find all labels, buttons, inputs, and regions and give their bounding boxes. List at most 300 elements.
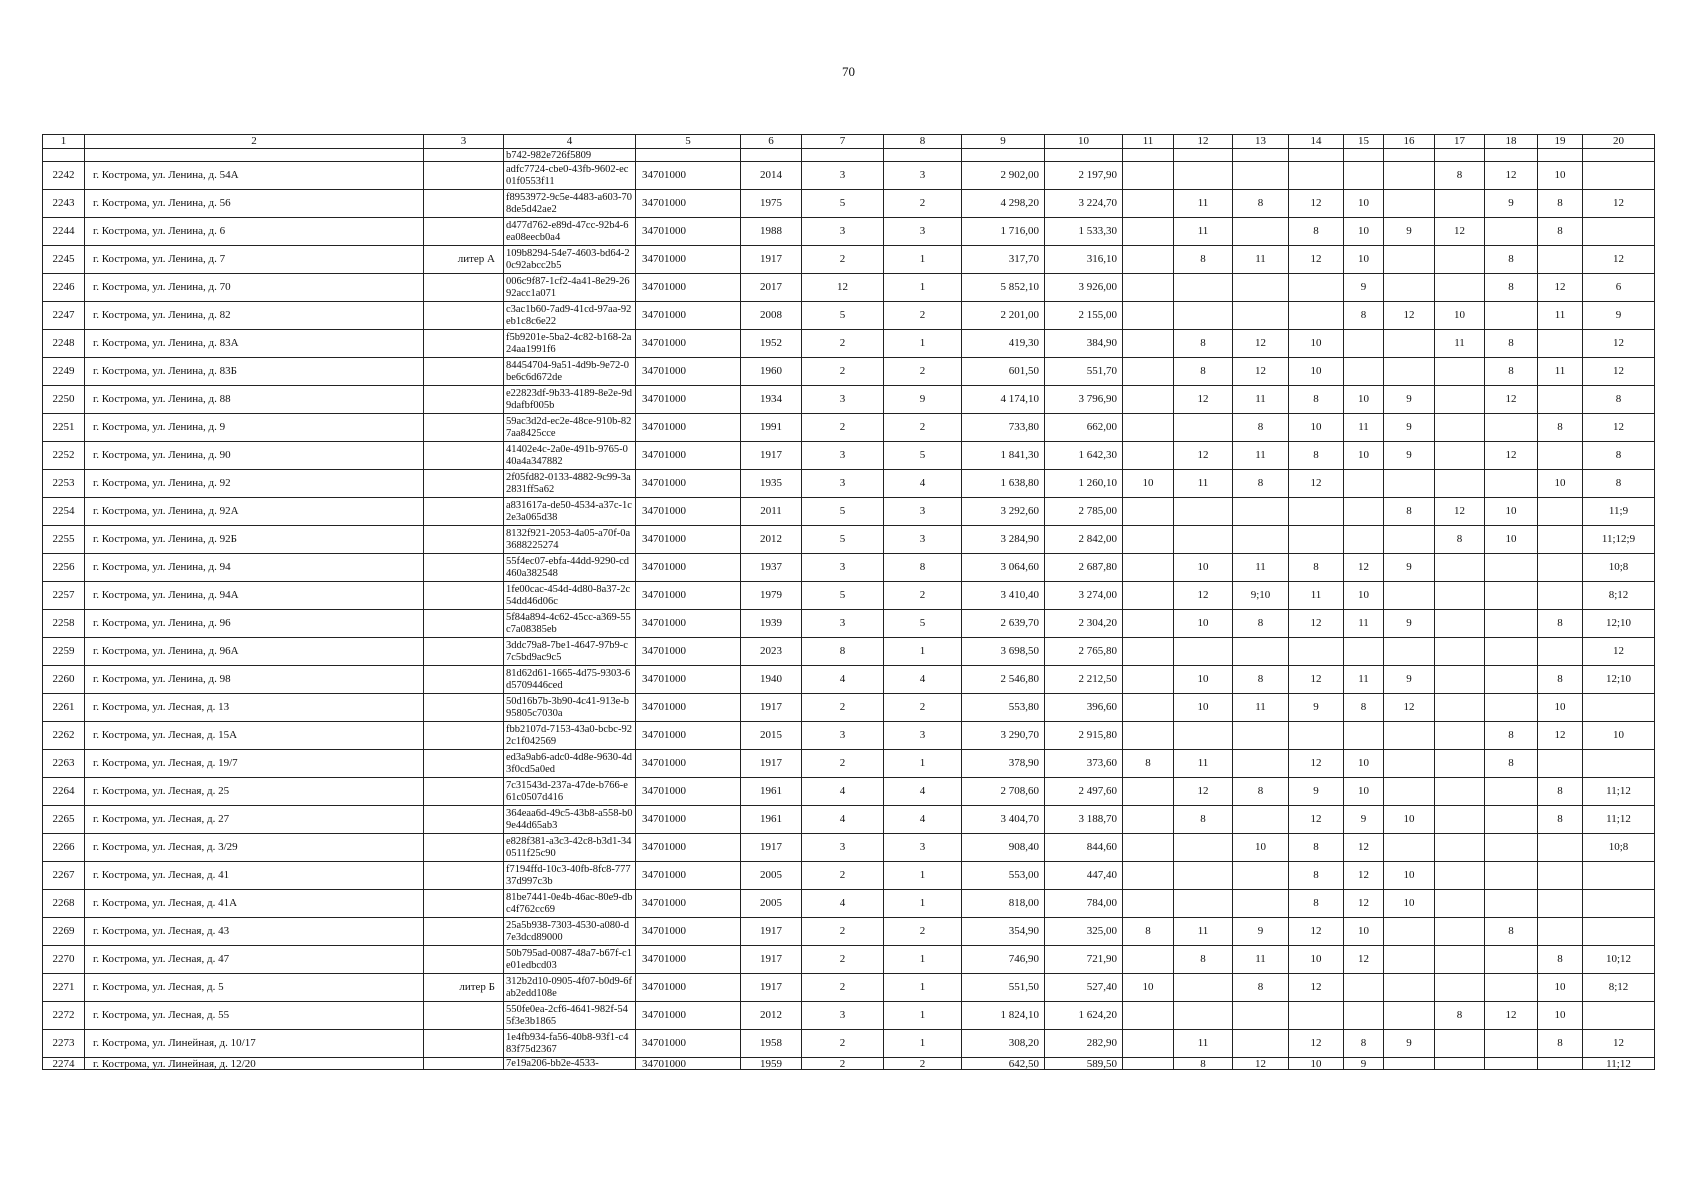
table-cell-col6: 1988 (741, 218, 802, 246)
table-cell-col18: 8 (1485, 246, 1538, 274)
table-row (43, 610, 1655, 638)
table-cell-col11 (1123, 149, 1174, 162)
table-cell-col10: 2 915,80 (1045, 722, 1123, 750)
table-cell-col4: fbb2107d-7153-43a0-bcbc-922c1f042569 (504, 722, 636, 750)
table-cell-col14 (1289, 498, 1344, 526)
table-cell-col3 (424, 330, 504, 358)
table-cell-col6: 1937 (741, 554, 802, 582)
table-cell-col3 (424, 1002, 504, 1030)
table-cell-col4: 364eaa6d-49c5-43b8-a558-b09e44d65ab3 (504, 806, 636, 834)
table-cell-col5: 34701000 (636, 862, 741, 890)
table-row (43, 470, 1655, 498)
table-cell-col13 (1233, 302, 1289, 330)
table-cell-col5: 34701000 (636, 610, 741, 638)
table-cell-col15: 10 (1344, 246, 1384, 274)
table-cell-col2: г. Кострома, ул. Ленина, д. 96А (85, 638, 424, 666)
column-number-cell: 4 (504, 135, 636, 149)
table-cell-col13: 8 (1233, 414, 1289, 442)
table-cell-col20: 12 (1583, 330, 1655, 358)
table-cell-col4: e22823df-9b33-4189-8e2e-9d9dafbf005b (504, 386, 636, 414)
table-cell-col18: 12 (1485, 1002, 1538, 1030)
table-cell-col4: 50b795ad-0087-48a7-b67f-c1e01edbcd03 (504, 946, 636, 974)
table-cell-col16 (1384, 582, 1435, 610)
table-cell-col9: 818,00 (962, 890, 1045, 918)
table-cell-col11 (1123, 1058, 1174, 1070)
table-cell-col8: 1 (884, 274, 962, 302)
table-cell-col20: 11;9 (1583, 498, 1655, 526)
table-cell-col13: 8 (1233, 974, 1289, 1002)
table-cell-col15 (1344, 470, 1384, 498)
table-cell-col15 (1344, 638, 1384, 666)
table-cell-col16: 9 (1384, 666, 1435, 694)
table-cell-col17 (1435, 610, 1485, 638)
table-cell-col3 (424, 302, 504, 330)
table-cell-col19: 8 (1538, 1030, 1583, 1058)
table-cell-col12 (1174, 862, 1233, 890)
table-cell-col15: 10 (1344, 190, 1384, 218)
table-cell-col5: 34701000 (636, 1030, 741, 1058)
table-cell-col8: 1 (884, 750, 962, 778)
table-cell-col7: 2 (802, 918, 884, 946)
table-cell-col18 (1485, 414, 1538, 442)
table-cell-col17 (1435, 1030, 1485, 1058)
table-cell-col2: г. Кострома, ул. Ленина, д. 96 (85, 610, 424, 638)
table-cell-col12 (1174, 274, 1233, 302)
table-cell-col6: 1935 (741, 470, 802, 498)
table-cell-col3 (424, 834, 504, 862)
table-cell-col10: 2 765,80 (1045, 638, 1123, 666)
table-cell-col6: 1991 (741, 414, 802, 442)
table-cell-col15: 10 (1344, 386, 1384, 414)
table-cell-col5: 34701000 (636, 554, 741, 582)
table-cell-col19: 8 (1538, 610, 1583, 638)
table-cell-col19 (1538, 834, 1583, 862)
column-number-cell: 13 (1233, 135, 1289, 149)
table-cell-col17 (1435, 1058, 1485, 1070)
table-cell-col15: 12 (1344, 834, 1384, 862)
table-cell-col19: 12 (1538, 722, 1583, 750)
table-cell-col11 (1123, 358, 1174, 386)
table-cell-col9: 642,50 (962, 1058, 1045, 1070)
table-cell-col3 (424, 778, 504, 806)
table-cell-col13: 11 (1233, 246, 1289, 274)
column-number-cell: 18 (1485, 135, 1538, 149)
table-cell-col11 (1123, 890, 1174, 918)
table-cell-col2: г. Кострома, ул. Ленина, д. 56 (85, 190, 424, 218)
table-cell-col2: г. Кострома, ул. Лесная, д. 43 (85, 918, 424, 946)
table-cell-col6: 1975 (741, 190, 802, 218)
table-cell-col20: 10;8 (1583, 554, 1655, 582)
table-cell-col7: 3 (802, 722, 884, 750)
table-cell-col10: 3 926,00 (1045, 274, 1123, 302)
column-number-cell: 17 (1435, 135, 1485, 149)
table-cell-col8: 4 (884, 470, 962, 498)
table-cell-col18: 8 (1485, 750, 1538, 778)
table-cell-col11: 8 (1123, 918, 1174, 946)
table-cell-col3: литер А (424, 246, 504, 274)
table-cell-col13 (1233, 750, 1289, 778)
table-cell-col7: 4 (802, 806, 884, 834)
table-cell-col8: 3 (884, 498, 962, 526)
table-cell-col11 (1123, 414, 1174, 442)
table-cell-col4: a831617a-de50-4534-a37c-1c2e3a065d38 (504, 498, 636, 526)
table-cell-col20 (1583, 918, 1655, 946)
table-cell-col19: 11 (1538, 302, 1583, 330)
table-cell-col10: 2 212,50 (1045, 666, 1123, 694)
table-cell-col18 (1485, 694, 1538, 722)
table-cell-col14: 12 (1289, 610, 1344, 638)
table-cell-col8: 2 (884, 694, 962, 722)
column-number-cell: 12 (1174, 135, 1233, 149)
table-cell-col19 (1538, 330, 1583, 358)
table-cell-col16: 10 (1384, 890, 1435, 918)
table-cell-col17 (1435, 806, 1485, 834)
table-cell-col16 (1384, 918, 1435, 946)
table-cell-col13 (1233, 274, 1289, 302)
table-cell-col12: 10 (1174, 610, 1233, 638)
table-cell-col12 (1174, 638, 1233, 666)
table-row (43, 582, 1655, 610)
table-cell-col2: г. Кострома, ул. Лесная, д. 15А (85, 722, 424, 750)
table-cell-col15: 12 (1344, 946, 1384, 974)
table-cell-col3: литер Б (424, 974, 504, 1002)
table-cell-col15 (1344, 498, 1384, 526)
table-cell-col2: г. Кострома, ул. Ленина, д. 9 (85, 414, 424, 442)
table-cell-col17: 8 (1435, 526, 1485, 554)
table-cell-col17 (1435, 834, 1485, 862)
table-cell-col11 (1123, 666, 1174, 694)
table-cell-col9: 2 902,00 (962, 162, 1045, 190)
table-cell-col12: 12 (1174, 582, 1233, 610)
table-cell-col20 (1583, 890, 1655, 918)
table-cell-col13: 11 (1233, 694, 1289, 722)
table-cell-col2: г. Кострома, ул. Ленина, д. 92Б (85, 526, 424, 554)
table-cell-col9: 601,50 (962, 358, 1045, 386)
table-cell-col3 (424, 358, 504, 386)
table-cell-col12: 12 (1174, 386, 1233, 414)
table-cell-col9: 2 708,60 (962, 778, 1045, 806)
table-cell-col11 (1123, 694, 1174, 722)
table-cell-col4: 5f84a894-4c62-45cc-a369-55c7a08385eb (504, 610, 636, 638)
table-cell-col13: 10 (1233, 834, 1289, 862)
table-cell-col12 (1174, 722, 1233, 750)
table-cell-col4: 312b2d10-0905-4f07-b0d9-6fab2edd108e (504, 974, 636, 1002)
table-row (43, 862, 1655, 890)
table-cell-col15: 12 (1344, 554, 1384, 582)
table-cell-col6: 2023 (741, 638, 802, 666)
table-cell-col19 (1538, 526, 1583, 554)
table-cell-col11 (1123, 834, 1174, 862)
table-cell-col10: 325,00 (1045, 918, 1123, 946)
table-cell-col17 (1435, 890, 1485, 918)
table-cell-col8 (884, 149, 962, 162)
table-cell-col10: 2 155,00 (1045, 302, 1123, 330)
table-cell-col19: 8 (1538, 778, 1583, 806)
table-cell-col16: 9 (1384, 414, 1435, 442)
table-cell-col13 (1233, 162, 1289, 190)
table-cell-col4: 3ddc79a8-7be1-4647-97b9-c7c5bd9ac9c5 (504, 638, 636, 666)
table-cell-col18 (1485, 582, 1538, 610)
table-cell-col8: 3 (884, 834, 962, 862)
table-cell-col12: 11 (1174, 1030, 1233, 1058)
table-cell-col3 (424, 414, 504, 442)
table-cell-col7: 5 (802, 190, 884, 218)
table-cell-col3 (424, 162, 504, 190)
table-cell-col16 (1384, 274, 1435, 302)
table-cell-col20: 11;12 (1583, 1058, 1655, 1070)
table-cell-col14: 12 (1289, 1030, 1344, 1058)
table-cell-col4: f7194ffd-10c3-40fb-8fc8-77737d997c3b (504, 862, 636, 890)
table-cell-col17 (1435, 190, 1485, 218)
table-cell-col19: 8 (1538, 190, 1583, 218)
table-cell-col11: 8 (1123, 750, 1174, 778)
table-cell-col18 (1485, 666, 1538, 694)
table-cell-col6: 1960 (741, 358, 802, 386)
table-cell-col15: 11 (1344, 610, 1384, 638)
table-cell-col11 (1123, 190, 1174, 218)
table-cell-col13 (1233, 498, 1289, 526)
table-cell-col17 (1435, 666, 1485, 694)
table-cell-col15: 8 (1344, 302, 1384, 330)
table-cell-col7: 2 (802, 330, 884, 358)
table-cell-col16 (1384, 190, 1435, 218)
table-cell-col7: 4 (802, 778, 884, 806)
table-cell-col14: 10 (1289, 414, 1344, 442)
table-cell-col6: 1958 (741, 1030, 802, 1058)
table-cell-col11 (1123, 330, 1174, 358)
table-cell-col7: 2 (802, 862, 884, 890)
table-cell-col18 (1485, 974, 1538, 1002)
table-cell-col7: 3 (802, 470, 884, 498)
table-cell-col9: 3 698,50 (962, 638, 1045, 666)
table-cell-col16 (1384, 330, 1435, 358)
table-cell-col12: 12 (1174, 778, 1233, 806)
table-cell-col5: 34701000 (636, 330, 741, 358)
table-cell-col7: 3 (802, 554, 884, 582)
table-cell-col7: 2 (802, 414, 884, 442)
table-cell-col3 (424, 470, 504, 498)
table-cell-col12: 11 (1174, 190, 1233, 218)
table-cell-col10: 2 687,80 (1045, 554, 1123, 582)
table-cell-col7: 4 (802, 666, 884, 694)
table-cell-col14 (1289, 722, 1344, 750)
table-row (43, 694, 1655, 722)
table-cell-col17 (1435, 750, 1485, 778)
table-cell-col1: 2274 (43, 1058, 85, 1070)
table-cell-col17 (1435, 638, 1485, 666)
table-cell-col15: 10 (1344, 218, 1384, 246)
table-cell-col16 (1384, 246, 1435, 274)
table-cell-col16 (1384, 162, 1435, 190)
table-cell-col12 (1174, 162, 1233, 190)
table-row (43, 414, 1655, 442)
table-cell-col8: 1 (884, 638, 962, 666)
table-cell-col11 (1123, 806, 1174, 834)
table-cell-col12 (1174, 149, 1233, 162)
table-cell-col20: 6 (1583, 274, 1655, 302)
table-cell-col7: 2 (802, 358, 884, 386)
table-cell-col8: 2 (884, 302, 962, 330)
table-cell-col19 (1538, 498, 1583, 526)
table-cell-col11 (1123, 526, 1174, 554)
table-cell-col13: 8 (1233, 190, 1289, 218)
table-cell-col10: 2 197,90 (1045, 162, 1123, 190)
table-cell-col12: 8 (1174, 330, 1233, 358)
table-cell-col16 (1384, 149, 1435, 162)
table-cell-col19: 8 (1538, 666, 1583, 694)
table-cell-col1: 2250 (43, 386, 85, 414)
table-cell-col10: 551,70 (1045, 358, 1123, 386)
table-cell-col2: г. Кострома, ул. Линейная, д. 12/20 (85, 1058, 424, 1070)
table-cell-col14 (1289, 149, 1344, 162)
table-cell-col19: 10 (1538, 162, 1583, 190)
table-cell-col8: 4 (884, 806, 962, 834)
table-cell-col5: 34701000 (636, 218, 741, 246)
table-cell-col11 (1123, 1030, 1174, 1058)
table-cell-col2: г. Кострома, ул. Лесная, д. 41 (85, 862, 424, 890)
table-cell-col17: 12 (1435, 498, 1485, 526)
table-cell-col5: 34701000 (636, 498, 741, 526)
table-cell-col12: 11 (1174, 470, 1233, 498)
table-cell-col8: 2 (884, 1058, 962, 1070)
table-cell-col17 (1435, 358, 1485, 386)
table-cell-col17 (1435, 722, 1485, 750)
table-cell-col11 (1123, 722, 1174, 750)
table-cell-col3 (424, 862, 504, 890)
table-cell-col5: 34701000 (636, 274, 741, 302)
table-cell-col8: 1 (884, 862, 962, 890)
table-cell-col19: 8 (1538, 414, 1583, 442)
table-cell-col12: 11 (1174, 218, 1233, 246)
table-cell-col8: 5 (884, 442, 962, 470)
table-cell-col9: 553,00 (962, 862, 1045, 890)
table-cell-col13 (1233, 218, 1289, 246)
table-cell-col9: 2 639,70 (962, 610, 1045, 638)
table-cell-col3 (424, 554, 504, 582)
table-cell-col3 (424, 890, 504, 918)
table-cell-col18: 9 (1485, 190, 1538, 218)
column-number-cell: 7 (802, 135, 884, 149)
table-cell-col15: 10 (1344, 778, 1384, 806)
table-cell-col13: 8 (1233, 666, 1289, 694)
table-cell-col20: 10;12 (1583, 946, 1655, 974)
table-cell-col13 (1233, 890, 1289, 918)
table-cell-col10: 784,00 (1045, 890, 1123, 918)
table-cell-col11 (1123, 274, 1174, 302)
table-cell-col5: 34701000 (636, 526, 741, 554)
table-cell-col1: 2242 (43, 162, 85, 190)
table-cell-col3 (424, 190, 504, 218)
table-cell-col4: 006c9f87-1cf2-4a41-8e29-2692acc1a071 (504, 274, 636, 302)
table-cell-col11 (1123, 610, 1174, 638)
table-cell-col14 (1289, 1002, 1344, 1030)
table-cell-col15 (1344, 330, 1384, 358)
table-cell-col18: 12 (1485, 442, 1538, 470)
table-cell-col9: 2 546,80 (962, 666, 1045, 694)
table-cell-col10: 1 260,10 (1045, 470, 1123, 498)
table-cell-col18 (1485, 302, 1538, 330)
table-cell-col5: 34701000 (636, 778, 741, 806)
table-cell-col19: 8 (1538, 806, 1583, 834)
table-cell-col4: 59ac3d2d-ec2e-48ce-910b-827aa8425cce (504, 414, 636, 442)
table-cell-col2: г. Кострома, ул. Лесная, д. 19/7 (85, 750, 424, 778)
table-cell-col6: 1939 (741, 610, 802, 638)
table-cell-col3 (424, 806, 504, 834)
table-cell-col19 (1538, 1058, 1583, 1070)
table-row (43, 218, 1655, 246)
table-cell-col12: 10 (1174, 694, 1233, 722)
table-cell-col10: 396,60 (1045, 694, 1123, 722)
table-cell-col20: 12 (1583, 638, 1655, 666)
table-cell-col14 (1289, 302, 1344, 330)
table-cell-col17: 12 (1435, 218, 1485, 246)
table-cell-col4: f5b9201e-5ba2-4c82-b168-2a24aa1991f6 (504, 330, 636, 358)
table-cell-col1 (43, 149, 85, 162)
table-cell-col16: 9 (1384, 386, 1435, 414)
table-cell-col10 (1045, 149, 1123, 162)
table-row (43, 246, 1655, 274)
table-cell-col9: 378,90 (962, 750, 1045, 778)
table-cell-col5: 34701000 (636, 750, 741, 778)
table-cell-col18: 8 (1485, 330, 1538, 358)
table-cell-col16 (1384, 834, 1435, 862)
table-cell-col10: 373,60 (1045, 750, 1123, 778)
table-cell-col4: d477d762-e89d-47cc-92b4-6ea08eecb0a4 (504, 218, 636, 246)
table-cell-col17 (1435, 946, 1485, 974)
table-cell-col11 (1123, 386, 1174, 414)
table-cell-col16 (1384, 470, 1435, 498)
table-cell-col17 (1435, 149, 1485, 162)
table-cell-col3 (424, 946, 504, 974)
table-row (43, 890, 1655, 918)
table-cell-col14: 12 (1289, 190, 1344, 218)
table-cell-col20: 11;12;9 (1583, 526, 1655, 554)
table-cell-col15: 11 (1344, 414, 1384, 442)
table-cell-col13: 12 (1233, 330, 1289, 358)
table-cell-col5: 34701000 (636, 358, 741, 386)
table-cell-col20: 10 (1583, 722, 1655, 750)
table-cell-col16: 9 (1384, 1030, 1435, 1058)
table-cell-col20: 12;10 (1583, 666, 1655, 694)
table-cell-col13 (1233, 638, 1289, 666)
table-cell-col8: 2 (884, 358, 962, 386)
table-cell-col13 (1233, 722, 1289, 750)
table-cell-col7: 2 (802, 1058, 884, 1070)
table-cell-col1: 2269 (43, 918, 85, 946)
table-cell-col5: 34701000 (636, 834, 741, 862)
table-cell-col20 (1583, 1002, 1655, 1030)
table-cell-col10: 662,00 (1045, 414, 1123, 442)
table-cell-col6: 2005 (741, 890, 802, 918)
table-cell-col10: 3 274,00 (1045, 582, 1123, 610)
table-cell-col6: 2015 (741, 722, 802, 750)
table-cell-col10: 2 842,00 (1045, 526, 1123, 554)
table-cell-col13: 11 (1233, 442, 1289, 470)
table-cell-col7: 3 (802, 442, 884, 470)
table-cell-col12 (1174, 302, 1233, 330)
table-cell-col10: 447,40 (1045, 862, 1123, 890)
table-cell-col10: 721,90 (1045, 946, 1123, 974)
table-cell-col5: 34701000 (636, 974, 741, 1002)
table-cell-col5: 34701000 (636, 386, 741, 414)
table-cell-col19: 10 (1538, 974, 1583, 1002)
table-cell-col2: г. Кострома, ул. Лесная, д. 3/29 (85, 834, 424, 862)
table-cell-col6: 2011 (741, 498, 802, 526)
table-cell-col7: 2 (802, 946, 884, 974)
table-cell-col1: 2253 (43, 470, 85, 498)
table-cell-col20: 8;12 (1583, 582, 1655, 610)
table-cell-col20: 8 (1583, 386, 1655, 414)
